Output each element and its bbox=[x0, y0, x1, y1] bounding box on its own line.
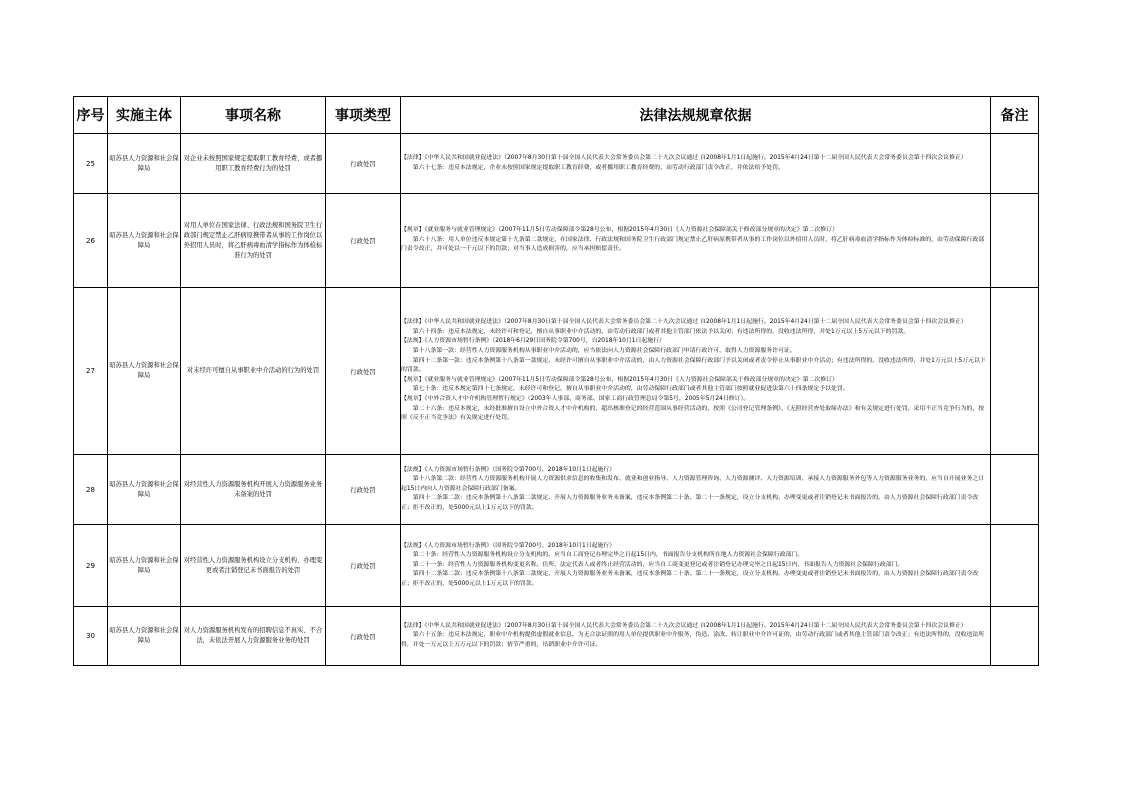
law-paragraph: 第四十二条第二款：违反本条例第十八条第二款规定，开展人力资源服务业务未备案，违反本条例第二十条、第二十一条规定，设立分支机构、办理变更或者注销登记未书面报告的，由人力资源社会保障行政部门责令改正；拒不改正的，处5000元以上1万元以下的罚款。 bbox=[401, 495, 979, 511]
legal-basis bbox=[401, 525, 991, 607]
item-type: 行政处罚 bbox=[326, 455, 401, 525]
implementing-agency: 昭苏县人力资源和社会保障局 bbox=[108, 194, 181, 288]
legal-basis-table bbox=[73, 96, 1039, 666]
item-type: 行政处罚 bbox=[326, 134, 401, 194]
legal-basis bbox=[401, 607, 991, 666]
legal-basis bbox=[401, 194, 991, 288]
item-type: 行政处罚 bbox=[326, 288, 401, 455]
note-cell bbox=[991, 525, 1039, 607]
table-row bbox=[74, 607, 1039, 666]
law-paragraph: 【法规】《人力资源市场暂行条例》（国务院令第700号，2018年10月1日起施行） bbox=[401, 542, 616, 549]
law-paragraph: 【规章】《中外合资人才中介机构管理暂行规定》（2003年人事部、商务部、国家工商行政管理总局令第5号，2005年5月24日修订）。 bbox=[401, 395, 750, 402]
header-note: 备注 bbox=[991, 97, 1039, 134]
law-paragraph: 第二十条：经营性人力资源服务机构设立分支机构的，应当自工商登记办理完毕之日起15日内，书面报告分支机构所在地人力资源社会保障行政部门。 bbox=[412, 552, 804, 559]
law-paragraph: 第二十一条：经营性人力资源服务机构变更名称、住所、法定代表人或者终止经营活动的，应当自工商变更登记或者注销登记办理完毕之日起15日内，书面报告人力资源社会保障行政部门。 bbox=[412, 561, 904, 568]
item-name: 对未经许可擅自从事职业中介活动的行为的处罚 bbox=[181, 288, 326, 455]
law-paragraph: 【规章】《就业服务与就业管理规定》（2007年11月5日劳动保障部令第28号公布，根据2015年4月30日《人力资源社会保障部关于修改部分规章的决定》第二次修订） bbox=[401, 376, 838, 383]
header-type: 事项类型 bbox=[326, 97, 401, 134]
table-row bbox=[74, 134, 1039, 194]
law-paragraph: 第七十条：违反本规定第四十七条规定，未经许可和登记，擅自从事职业中介活动的，由劳动保障行政部门或者其他主管部门按照就业促进法第六十四条规定予以处罚。 bbox=[412, 386, 849, 393]
law-paragraph: 【法律】《中华人民共和国就业促进法》（2007年8月30日第十届全国人民代表大会常务委员会第二十九次会议通过 自2008年1月1日起施行。2015年4月24日第十二届全国人民代表大会常务委员会第十四次会议修正） bbox=[401, 622, 967, 629]
legal-basis bbox=[401, 455, 991, 525]
item-name: 对企业未按照国家规定提取职工教育经费、或者挪用职工教育经费行为的处罚 bbox=[181, 134, 326, 194]
table-row bbox=[74, 194, 1039, 288]
law-paragraph: 第四十二条第一款：违反本条例第十八条第一款规定，未经许可擅自从事职业中介活动的，由人力资源社会保障行政部门予以关闭或者责令停止从事职业中介活动；有违法所得的，没收违法所得，并处1万元以上5万元以下的罚款。 bbox=[401, 357, 986, 374]
item-name: 对经营性人力资源服务机构设立分支机构、办理变更或者注销登记未书面报告的处罚 bbox=[181, 525, 326, 607]
row-number: 28 bbox=[74, 455, 108, 525]
implementing-agency: 昭苏县人力资源和社会保障局 bbox=[108, 455, 181, 525]
row-number: 27 bbox=[74, 288, 108, 455]
row-number: 30 bbox=[74, 607, 108, 666]
row-number: 29 bbox=[74, 525, 108, 607]
legal-basis bbox=[401, 288, 991, 455]
law-paragraph: 第十八条第二款：经营性人力资源服务机构开展人力资源供求信息的收集和发布、就业和创业指导、人力资源管理咨询、人力资源测评、人力资源培训、承接人力资源服务外包等人力资源服务业务的，应当自开展业务之日起15日内向人力资源社会保障行政部门备案。 bbox=[401, 476, 985, 492]
row-number: 26 bbox=[74, 194, 108, 288]
table-row bbox=[74, 525, 1039, 607]
item-type: 行政处罚 bbox=[326, 194, 401, 288]
legal-basis bbox=[401, 134, 991, 194]
header-law: 法律法规规章依据 bbox=[401, 97, 991, 134]
header-item: 事项名称 bbox=[181, 97, 326, 134]
table-row bbox=[74, 455, 1039, 525]
law-paragraph: 【法律】《中华人民共和国就业促进法》（2007年8月30日第十届全国人民代表大会常务委员会第二十九次会议通过 自2008年1月1日起施行。2015年4月24日第十二届全国人民代表大会常务委员会第十四次会议修正） bbox=[401, 319, 967, 326]
implementing-agency: 昭苏县人力资源和社会保障局 bbox=[108, 525, 181, 607]
implementing-agency: 昭苏县人力资源和社会保障局 bbox=[108, 134, 181, 194]
law-paragraph: 第四十二条第二款：违反本条例第十八条第二款规定，开展人力资源服务业务未备案，违反本条例第二十条、第二十一条规定，设立分支机构、办理变更或者注销登记未书面报告的，由人力资源社会保障行政部门责令改正；拒不改正的，处5000元以上1万元以下的罚款。 bbox=[401, 571, 979, 587]
law-paragraph: 【法律】《中华人民共和国就业促进法》（2007年8月30日第十届全国人民代表大会常务委员会第二十九次会议通过 自2008年1月1日起施行。2015年4月24日第十二届全国人民代表大会常务委员会第十四次会议修正） bbox=[401, 154, 967, 161]
item-type: 行政处罚 bbox=[326, 607, 401, 666]
implementing-agency: 昭苏县人力资源和社会保障局 bbox=[108, 607, 181, 666]
law-paragraph: 第六十八条：用人单位违反本规定第十九条第二款规定，在国家法律、行政法规和国务院卫生行政部门规定禁止乙肝病原携带者从事的工作岗位以外招用人员时，将乙肝病毒血清学指标作为体检标准的，由劳动保障行政部门责令改正，并可处以一千元以下的罚款；对当事人造成损害的，应当承担赔偿责任。 bbox=[401, 236, 985, 253]
law-paragraph: 【法规】《人力资源市场暂行条例》（国务院令第700号，2018年10月1日起施行） bbox=[401, 466, 616, 473]
header-org: 实施主体 bbox=[108, 97, 181, 134]
law-paragraph: 【法规】《人力资源市场暂行条例》（2018年6月29日国务院令第700号，自2018年10月1日起施行） bbox=[401, 338, 665, 345]
table-row bbox=[74, 288, 1039, 455]
note-cell bbox=[991, 194, 1039, 288]
item-name: 对经营性人力资源服务机构开展人力资源服务业务未备案的处罚 bbox=[181, 455, 326, 525]
law-paragraph: 【规章】《就业服务与就业管理规定》（2007年11月5日劳动保障部令第28号公布，根据2015年4月30日《人力资源社会保障部关于修改部分规章的决定》第二次修订） bbox=[401, 227, 838, 234]
item-name: 对人力资源服务机构发布的招聘信息不真实、不合法，未依法开展人力资源服务业务的处罚 bbox=[181, 607, 326, 666]
table-header-row bbox=[74, 97, 1039, 134]
law-paragraph: 第十八条第一款：经营性人力资源服务机构从事职业中介活动的，应当依法向人力资源社会保障行政部门申请行政许可，取得人力资源服务许可证。 bbox=[412, 348, 796, 355]
implementing-agency: 昭苏县人力资源和社会保障局 bbox=[108, 288, 181, 455]
item-type: 行政处罚 bbox=[326, 525, 401, 607]
law-paragraph: 第六十七条：违反本法规定，企业未按照国家规定提取职工教育经费，或者挪用职工教育经费的，由劳动行政部门责令改正，并依法给予处罚。 bbox=[412, 164, 784, 171]
item-name: 对用人单位在国家法律、行政法规和国务院卫生行政部门规定禁止乙肝病原携带者从事的工作岗位以外招用人员时，将乙肝病毒血清学指标作为体检标准行为的处罚 bbox=[181, 194, 326, 288]
note-cell bbox=[991, 134, 1039, 194]
note-cell bbox=[991, 288, 1039, 455]
law-paragraph: 第二十六条：违反本规定，未经批准擅自设立中外合资人才中介机构的，超出核准登记的经营范围从事经营活动的，按照《公司登记管理条例》、《无照经营查处取缔办法》和有关规定进行处罚。采用不正当竞争行为的，按照《反不正当竞争法》有关规定进行处罚。 bbox=[401, 405, 985, 422]
note-cell bbox=[991, 607, 1039, 666]
note-cell bbox=[991, 455, 1039, 525]
law-paragraph: 第六十四条：违反本法规定，未经许可和登记，擅自从事职业中介活动的，由劳动行政部门或者其他主管部门依法予以关闭；有违法所得的，没收违法所得，并处1万元以上5万元以下的罚款。 bbox=[412, 328, 910, 335]
law-paragraph: 第六十五条：违反本法规定，职业中介机构提供虚假就业信息，为无合法证照的用人单位提供职业中介服务，伪造、涂改、转让职业中介许可证的，由劳动行政部门或者其他主管部门责令改正；有违法所得的，没收违法所得，并处一万元以上五万元以下的罚款；情节严重的，吊销职业中介许可证。 bbox=[401, 632, 985, 648]
row-number: 25 bbox=[74, 134, 108, 194]
header-no: 序号 bbox=[74, 97, 108, 134]
